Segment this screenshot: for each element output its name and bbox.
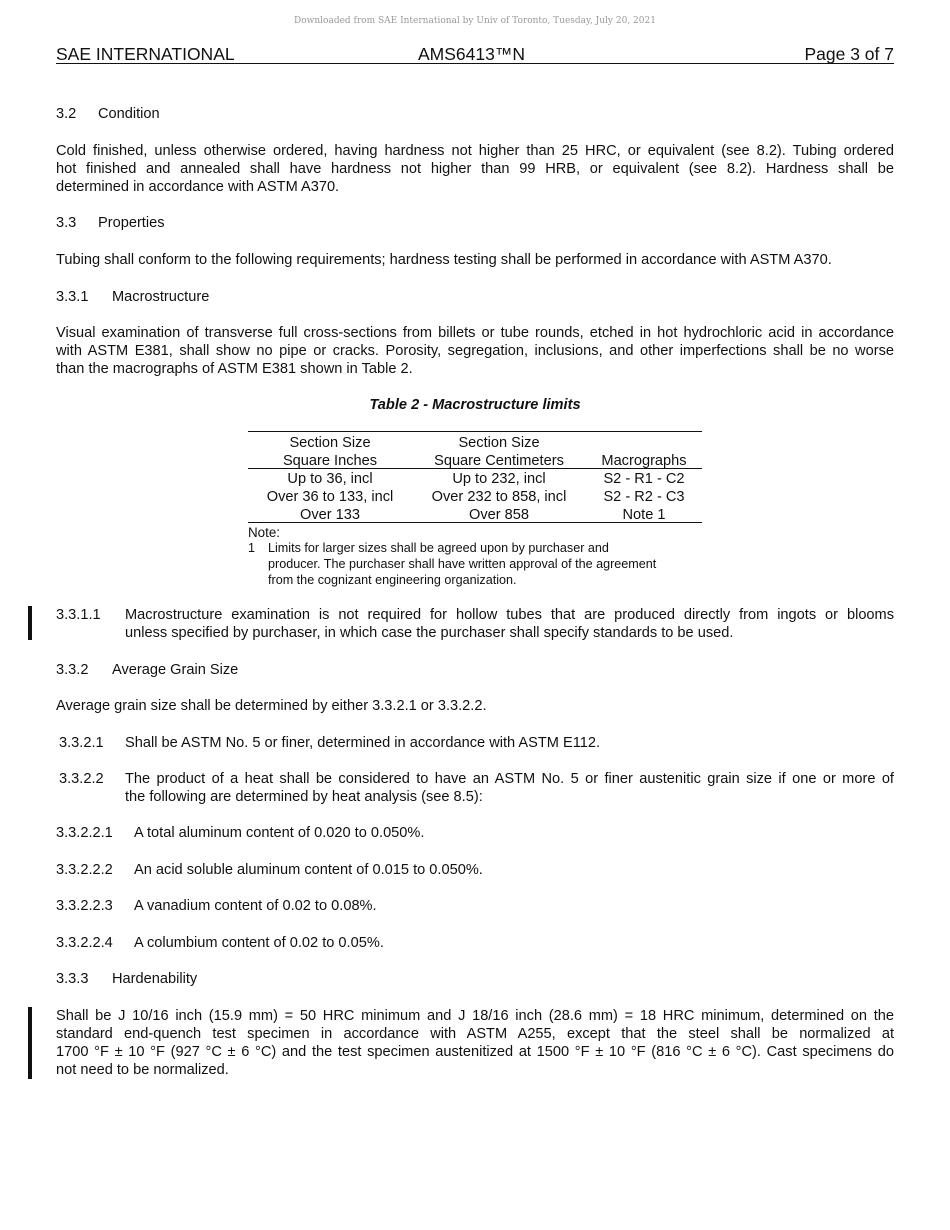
list-item	[56, 934, 894, 952]
list-item-number: 3.3.2.2.2	[56, 862, 113, 878]
section-3-2-line-2: hot finished and annealed shall have hardness not higher than 99 HRB, or equivalent (see 8.2). Hardness shall be	[56, 161, 894, 177]
table-bottom-rule	[248, 522, 702, 523]
section-3-3-3-heading	[56, 970, 894, 988]
section-number: 3.3.3	[56, 971, 89, 987]
list-item-text: An acid soluble aluminum content of 0.015 to 0.050%.	[134, 862, 483, 878]
table-cell: Over 133	[299, 507, 361, 523]
section-title: Average Grain Size	[112, 662, 239, 678]
section-3-3-2-text: Average grain size shall be determined by either 3.3.2.1 or 3.3.2.2.	[56, 698, 487, 714]
col-cm-header-1: Section Size	[458, 435, 540, 451]
table-top-rule	[248, 431, 702, 432]
table-note-line-2: producer. The purchaser shall have written approval of the agreement	[268, 557, 657, 571]
section-title: Macrostructure	[112, 289, 210, 305]
section-3-3-2-2-line-1: The product of a heat shall be considered to have an ASTM No. 5 or finer austenitic grain size if one or more of	[125, 771, 894, 787]
section-3-3-1-line-1: Visual examination of transverse full cross-sections from billets or tube rounds, etched in hot hydrochloric acid in accordance	[56, 325, 894, 341]
section-3-3-1-line-2: with ASTM E381, shall show no pipe or cracks. Porosity, segregation, inclusions, and other imperfections shall be no worse	[56, 343, 894, 359]
section-3-3-2-1-number: 3.3.2.1	[59, 735, 104, 751]
header-page-number: Page 3 of 7	[804, 44, 894, 64]
section-3-3-1-heading	[56, 288, 894, 306]
section-number: 3.2	[56, 106, 77, 122]
list-item	[56, 824, 894, 842]
section-number: 3.3	[56, 215, 77, 231]
download-watermark: Downloaded from SAE International by Univ of Toronto, Tuesday, July 20, 2021	[294, 16, 656, 26]
table-cell: S2 - R2 - C3	[603, 489, 685, 505]
table-note-line-3: from the cognizant engineering organization.	[268, 573, 517, 587]
list-item-number: 3.3.2.2.4	[56, 935, 113, 951]
section-3-3-heading	[56, 214, 894, 232]
section-3-3-2-2-number: 3.3.2.2	[59, 771, 104, 787]
header-rule	[56, 63, 894, 64]
table-note-label: Note:	[248, 525, 281, 540]
section-3-2-heading	[56, 105, 894, 123]
section-3-3-1-1-number: 3.3.1.1	[56, 607, 101, 623]
col-inches-header-1: Section Size	[289, 435, 371, 451]
table-cell: Up to 232, incl	[452, 471, 546, 487]
section-title: Hardenability	[112, 971, 198, 987]
list-item-number: 3.3.2.2.1	[56, 825, 113, 841]
table-header-rule	[248, 468, 702, 469]
header-doc-id: AMS6413™N	[418, 44, 525, 64]
table-2-caption: Table 2 - Macrostructure limits	[369, 397, 581, 413]
section-3-3-1-line-3: than the macrographs of ASTM E381 shown in Table 2.	[56, 361, 413, 377]
list-item-text: A total aluminum content of 0.020 to 0.050%.	[134, 825, 425, 841]
header-org: SAE INTERNATIONAL	[56, 44, 235, 64]
section-3-3-text: Tubing shall conform to the following requirements; hardness testing shall be performed in accordance with ASTM A370.	[56, 252, 832, 268]
section-number: 3.3.2	[56, 662, 89, 678]
section-3-3-2-2-line-2: the following are determined by heat analysis (see 8.5):	[125, 789, 483, 805]
table-note-line-1: Limits for larger sizes shall be agreed upon by purchaser and	[268, 541, 609, 555]
table-cell: Note 1	[622, 507, 666, 523]
section-3-3-2-heading	[56, 661, 894, 679]
section-3-3-3-line-3: 1700 °F ± 10 °F (927 °C ± 6 °C) and the test specimen austenitized at 1500 °F ± 10 °F (816 °C ± 6 °C). Cast specimens do	[56, 1044, 894, 1060]
table-cell: Over 36 to 133, incl	[266, 489, 394, 505]
col-inches-header-2: Square Inches	[282, 453, 378, 469]
list-item	[56, 861, 894, 879]
section-3-3-3-line-2: standard end-quench test specimen in accordance with ASTM A255, except that the steel shall be normalized at	[56, 1026, 894, 1042]
table-cell: S2 - R1 - C2	[603, 471, 685, 487]
section-3-3-1-1-line-1: Macrostructure examination is not required for hollow tubes that are produced directly from ingots or blooms	[125, 607, 894, 623]
list-item	[56, 897, 894, 915]
table-cell: Over 232 to 858, incl	[431, 489, 567, 505]
list-item-number: 3.3.2.2.3	[56, 898, 113, 914]
list-item-text: A vanadium content of 0.02 to 0.08%.	[134, 898, 377, 914]
revision-bar	[28, 1007, 32, 1079]
section-title: Properties	[98, 215, 165, 231]
table-note-number: 1	[248, 541, 256, 555]
col-cm-header-2: Square Centimeters	[434, 453, 564, 469]
section-3-2-line-1: Cold finished, unless otherwise ordered, having hardness not higher than 25 HRC, or equivalent (see 8.2). Tubing ordered	[56, 143, 894, 159]
section-number: 3.3.1	[56, 289, 89, 305]
section-3-3-3-line-1: Shall be J 10/16 inch (15.9 mm) = 50 HRC minimum and J 18/16 inch (28.6 mm) = 18 HRC minimum, determined on the	[56, 1008, 894, 1024]
list-item-text: A columbium content of 0.02 to 0.05%.	[134, 935, 384, 951]
table-cell: Up to 36, incl	[287, 471, 373, 487]
section-3-3-2-1-text: Shall be ASTM No. 5 or finer, determined in accordance with ASTM E112.	[125, 735, 601, 751]
section-3-3-3-line-4: not need to be normalized.	[56, 1062, 229, 1078]
section-title: Condition	[98, 106, 160, 122]
revision-bar	[28, 606, 32, 640]
col-macro-header: Macrographs	[601, 453, 687, 469]
table-cell: Over 858	[468, 507, 530, 523]
section-3-2-line-3: determined in accordance with ASTM A370.	[56, 179, 340, 195]
section-3-3-1-1-line-2: unless specified by purchaser, in which case the purchaser shall specify standards to be used.	[125, 625, 734, 641]
